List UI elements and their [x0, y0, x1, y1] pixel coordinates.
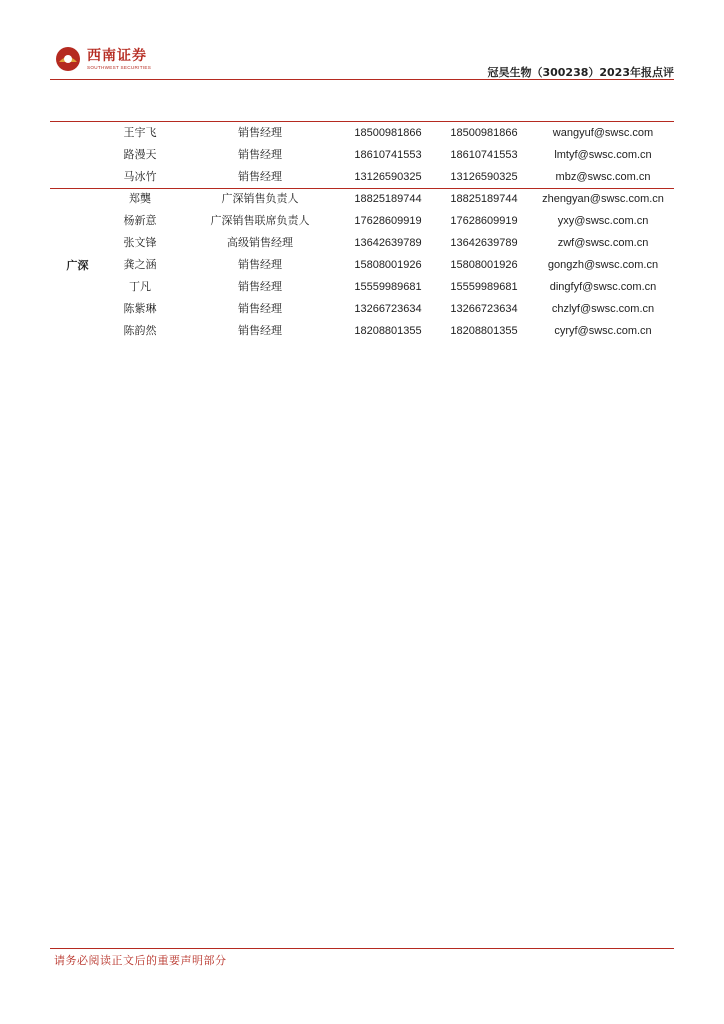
contact-mobile: 13642639789	[450, 237, 518, 249]
table-row	[50, 122, 674, 144]
contact-name: 路漫天	[123, 148, 157, 161]
company-logo	[55, 44, 151, 74]
table-row	[50, 144, 674, 166]
contact-mobile: 15559989681	[450, 281, 518, 293]
header-divider	[50, 79, 674, 80]
table-row	[50, 188, 674, 210]
table-row	[50, 320, 674, 342]
contact-email: zwf@swsc.com.cn	[557, 237, 649, 249]
contact-name: 马冰竹	[123, 170, 157, 183]
contact-mobile: 18825189744	[450, 193, 518, 205]
contact-name: 郑龑	[129, 192, 151, 205]
contact-phone: 13642639789	[354, 237, 422, 249]
disclaimer-note: 请务必阅读正文后的重要声明部分	[54, 954, 227, 967]
contact-phone: 15559989681	[354, 281, 422, 293]
contact-title: 销售经理	[238, 170, 282, 183]
logo-chinese-name: 西南证券	[87, 47, 147, 64]
contact-email: chzlyf@swsc.com.cn	[551, 303, 655, 315]
table-row	[50, 166, 674, 188]
contact-title: 销售经理	[238, 148, 282, 161]
contact-email: zhengyan@swsc.com.cn	[542, 193, 664, 205]
contact-email: dingfyf@swsc.com.cn	[549, 281, 657, 293]
contact-email: wangyuf@swsc.com	[552, 127, 654, 139]
contact-phone: 15808001926	[354, 259, 422, 271]
contact-email: gongzh@swsc.com.cn	[547, 259, 659, 271]
contact-title: 广深销售联席负责人	[210, 214, 310, 227]
contact-title: 销售经理	[238, 258, 282, 271]
contact-mobile: 18208801355	[450, 325, 518, 337]
table-row	[50, 276, 674, 298]
contact-title: 销售经理	[238, 302, 282, 315]
logo-english-name: SOUTHWEST SECURITIES	[87, 64, 152, 70]
contact-mobile: 15808001926	[450, 259, 518, 271]
contact-phone: 18208801355	[354, 325, 422, 337]
contact-email: cyryf@swsc.com.cn	[554, 325, 652, 337]
contact-phone: 18825189744	[354, 193, 422, 205]
contact-name: 张文锋	[123, 236, 157, 249]
contact-title: 高级销售经理	[227, 236, 293, 249]
contact-title: 广深销售负责人	[221, 192, 299, 205]
region-label: 广深	[66, 259, 89, 272]
contact-email: mbz@swsc.com.cn	[555, 171, 651, 183]
table-row	[50, 298, 674, 320]
contact-email: lmtyf@swsc.com.cn	[554, 149, 652, 161]
contact-mobile: 18500981866	[450, 127, 518, 139]
contact-title: 销售经理	[238, 126, 282, 139]
logo-emblem-icon	[55, 46, 81, 72]
contact-phone: 13266723634	[354, 303, 422, 315]
contact-title: 销售经理	[238, 324, 282, 337]
contact-name: 陈紫琳	[123, 302, 157, 315]
contact-phone: 18610741553	[354, 149, 422, 161]
contact-phone: 17628609919	[354, 215, 422, 227]
contact-name: 王宇飞	[123, 126, 157, 139]
contact-mobile: 18610741553	[450, 149, 518, 161]
contact-phone: 13126590325	[354, 171, 422, 183]
report-title: 冠昊生物（300238）2023年报点评	[487, 66, 674, 79]
contact-name: 陈韵然	[123, 324, 157, 337]
contact-mobile: 17628609919	[450, 215, 518, 227]
contact-mobile: 13126590325	[450, 171, 518, 183]
table-row	[50, 210, 674, 232]
contact-name: 丁凡	[129, 280, 151, 293]
contact-email: yxy@swsc.com.cn	[557, 215, 649, 227]
table-row	[50, 254, 674, 276]
table-row	[50, 232, 674, 254]
contact-name: 龚之涵	[123, 258, 157, 271]
footer-divider	[50, 948, 674, 949]
contact-mobile: 13266723634	[450, 303, 518, 315]
contact-phone: 18500981866	[354, 127, 422, 139]
contact-title: 销售经理	[238, 280, 282, 293]
contact-name: 杨新意	[123, 214, 157, 227]
